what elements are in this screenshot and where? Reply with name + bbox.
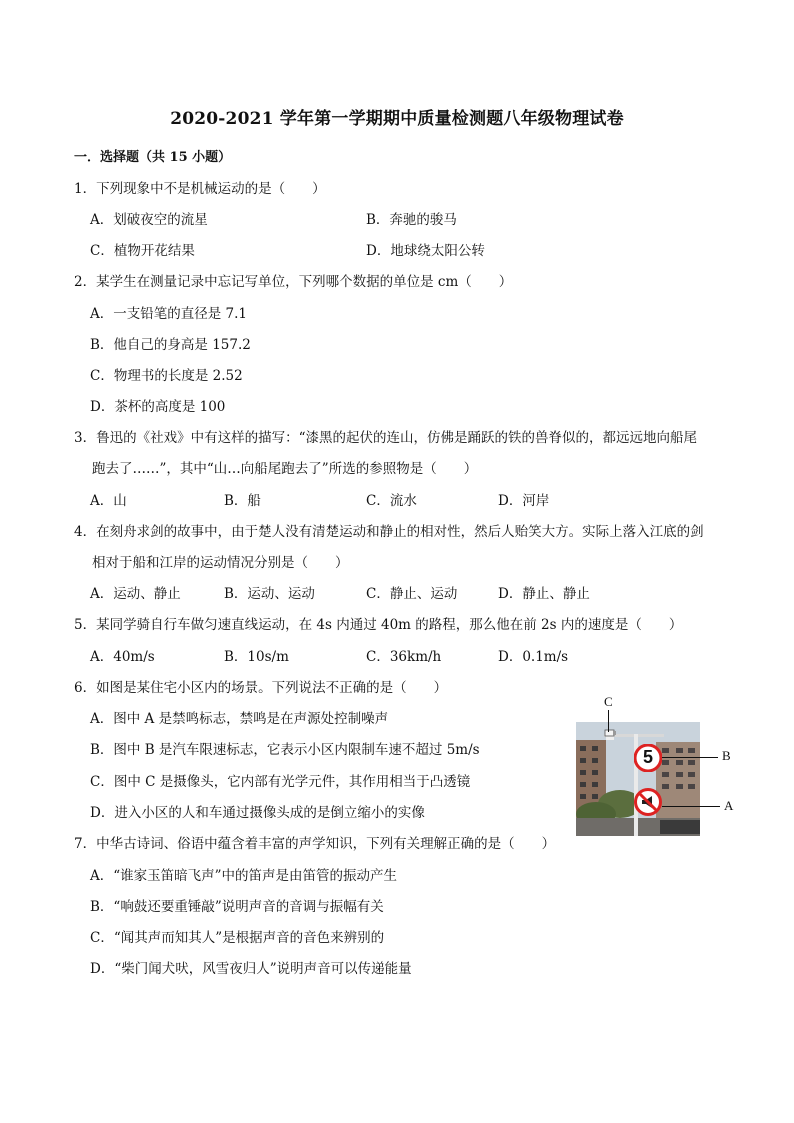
question-5-stem: 5．某同学骑自行车做匀速直线运动，在 4s 内通过 40m 的路程，那么他在前 2s 内的速度是（ ） (74, 617, 683, 633)
question-2-option-c: C．物理书的长度是 2.52 (90, 368, 243, 384)
question-6-option-c: C．图中 C 是摄像头，它内部有光学元件，其作用相当于凸透镜 (90, 774, 471, 790)
residential-scene-photo (576, 722, 700, 836)
question-4-stem: 4．在刻舟求剑的故事中，由于楚人没有清楚运动和静止的相对性，然后人贻笑大方。实际上落入江底的剑 (74, 524, 704, 540)
question-5-option-a: A．40m/s (90, 649, 155, 665)
question-3-stem: 3．鲁迅的《社戏》中有这样的描写：“漆黑的起伏的连山，仿佛是踊跃的铁的兽脊似的，都远远地向船尾 (74, 430, 697, 446)
question-6-option-b: B．图中 B 是汽车限速标志，它表示小区内限制车速不超过 5m/s (90, 742, 480, 758)
question-6-stem: 6．如图是某住宅小区内的场景。下列说法不正确的是（ ） (74, 680, 448, 696)
question-7-option-c: C．“闻其声而知其人”是根据声音的音色来辨别的 (90, 930, 385, 946)
question-6-option-d: D．进入小区的人和车通过摄像头成的是倒立缩小的实像 (90, 805, 425, 821)
question-7-stem: 7．中华古诗词、俗语中蕴含着丰富的声学知识，下列有关理解正确的是（ ） (74, 836, 556, 852)
question-1-stem: 1．下列现象中不是机械运动的是（ ） (74, 181, 326, 197)
question-7-option-d: D．“柴门闻犬吠，风雪夜归人”说明声音可以传递能量 (90, 961, 412, 977)
question-5-option-c: C．36km/h (366, 649, 442, 665)
leader-line-c (608, 710, 609, 732)
question-1-option-d: D．地球绕太阳公转 (366, 243, 485, 259)
question-3-option-b: B．船 (224, 493, 261, 509)
question-6-option-a: A．图中 A 是禁鸣标志，禁鸣是在声源处控制噪声 (90, 711, 389, 727)
question-2-option-b: B．他自己的身高是 157.2 (90, 337, 251, 353)
question-2-stem: 2．某学生在测量记录中忘记写单位，下列哪个数据的单位是 cm（ ） (74, 274, 513, 290)
question-7-option-a: A．“谁家玉笛暗飞声”中的笛声是由笛管的振动产生 (90, 868, 398, 884)
leader-line-a (662, 806, 720, 807)
question-3-option-c: C．流水 (366, 493, 417, 509)
question-1-option-a: A．划破夜空的流星 (90, 212, 208, 228)
camera-icon (604, 728, 616, 738)
question-7-option-b: B．“响鼓还要重锤敲”说明声音的音调与振幅有关 (90, 899, 384, 915)
speed-limit-value: 5 (642, 747, 653, 767)
figure-label-a: A (724, 798, 734, 813)
page-title: 2020-2021 学年第一学期期中质量检测题八年级物理试卷 (170, 109, 624, 129)
section-heading: 一．选择题（共 15 小题） (74, 150, 232, 165)
question-4-option-d: D．静止、静止 (498, 586, 590, 602)
question-5-option-d: D．0.1m/s (498, 649, 569, 665)
question-4-option-b: B．运动、运动 (224, 586, 315, 602)
question-2-option-d: D．茶杯的高度是 100 (90, 399, 226, 415)
question-1-option-b: B．奔驰的骏马 (366, 212, 457, 228)
question-4-stem-continued: 相对于船和江岸的运动情况分别是（ ） (92, 555, 349, 571)
question-1-option-c: C．植物开花结果 (90, 243, 195, 259)
question-2-option-a: A．一支铅笔的直径是 7.1 (90, 306, 248, 322)
leader-line-b (662, 757, 718, 758)
figure-label-b: B (722, 748, 731, 763)
question-5-option-b: B．10s/m (224, 649, 289, 665)
question-4-option-c: C．静止、运动 (366, 586, 458, 602)
question-3-stem-continued: 跑去了……”，其中“山…向船尾跑去了”所选的参照物是（ ） (92, 461, 478, 477)
question-3-option-a: A．山 (90, 493, 127, 509)
figure-label-c: C (604, 694, 613, 709)
question-3-option-d: D．河岸 (498, 493, 550, 509)
question-4-option-a: A．运动、静止 (90, 586, 181, 602)
no-horn-sign-icon (634, 788, 662, 816)
